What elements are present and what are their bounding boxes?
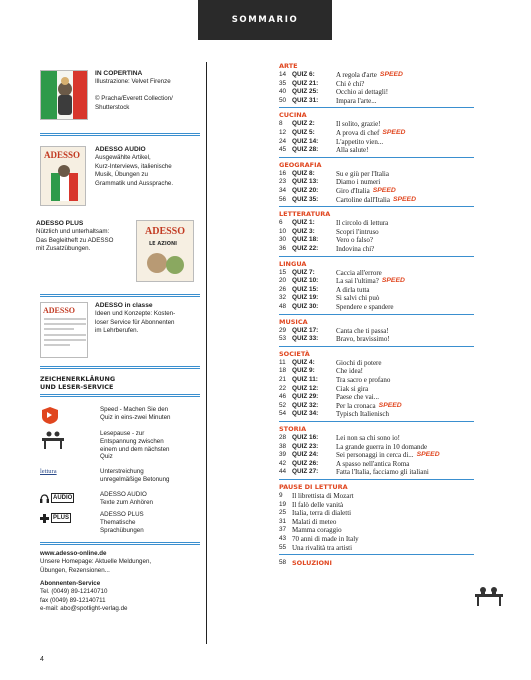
divider (40, 294, 200, 297)
toc-section (279, 425, 489, 477)
legend-text (100, 511, 204, 534)
toc-section (279, 260, 489, 312)
toc-row[interactable] (279, 219, 489, 228)
entry-title: Il solito, grazie! (336, 120, 381, 129)
page-ref: 58 (279, 559, 287, 567)
section-title: SOCIETÀ (279, 349, 310, 358)
web-info (40, 550, 200, 575)
toc-row[interactable] (279, 146, 489, 155)
toc-row[interactable] (279, 410, 489, 419)
plus-line: mit Zusatzübungen. (36, 245, 91, 253)
legend-text (100, 406, 204, 422)
entry-title: Tra sacro e profano (336, 375, 391, 384)
entry-title: Cartoline dall'Italia (336, 195, 390, 204)
quiz-number: QUIZ 10: (292, 277, 319, 285)
section-rule (279, 206, 474, 207)
page-ref: 30 (279, 236, 287, 244)
section-title: ARTE (279, 62, 298, 70)
entry-title: La grande guerra in 10 domande (336, 442, 428, 451)
quiz-number: QUIZ 2: (292, 120, 315, 128)
toc-row[interactable] (279, 544, 489, 553)
quiz-number: QUIZ 32: (292, 401, 319, 409)
classe-cover-thumbnail (40, 302, 88, 358)
entry-title: Si salvi chi può (336, 294, 380, 303)
classe-line: im Lehrberufen. (95, 327, 139, 335)
quiz-number: QUIZ 22: (292, 244, 319, 252)
legend-title-line: ZEICHENERKLÄRUNG (40, 375, 116, 383)
quiz-number: QUIZ 28: (292, 146, 319, 154)
toc-row[interactable] (279, 236, 489, 245)
page-ref: 52 (279, 401, 287, 409)
reading-pause-illustration (472, 585, 506, 607)
legend-line: Quiz in eins-zwei Minuten (100, 413, 171, 421)
page-ref: 25 (279, 509, 287, 517)
toc-row[interactable] (279, 451, 489, 460)
speed-badge: SPEED (372, 186, 396, 194)
legend-line: Quiz (100, 453, 113, 461)
page-ref: 28 (279, 434, 287, 441)
toc-row[interactable] (279, 228, 489, 237)
audio-entry (40, 146, 200, 210)
page-ref: 10 (279, 227, 287, 235)
entry-title: Il librettista di Mozart (292, 492, 354, 500)
section-title: GEOGRAFIA (279, 160, 322, 169)
legend-line: Lesepause - zur (100, 430, 145, 437)
plus-cover-image (137, 221, 194, 282)
legend-line: ADESSO AUDIO (100, 491, 147, 498)
quiz-number: QUIZ 14: (292, 137, 319, 145)
toc-row[interactable] (279, 120, 489, 129)
legend-line: Sprachübungen (100, 526, 144, 534)
divider (40, 366, 200, 369)
classe-title: ADESSO in classe (95, 302, 153, 309)
toc-row[interactable] (279, 518, 489, 527)
italian-flag-image (41, 71, 88, 120)
legend-line: Entspannung zwischen (100, 437, 164, 445)
plus-label: PLUS (51, 513, 71, 523)
entry-title: Indovina chi? (336, 244, 375, 253)
toc-row[interactable] (279, 138, 489, 147)
toc-section (279, 62, 489, 105)
legend-line: ADESSO PLUS (100, 511, 144, 518)
page-ref: 8 (279, 120, 283, 128)
toc-row[interactable] (279, 71, 489, 80)
abo-email-link[interactable]: e-mail: abo@spotlight-verlag.de (40, 605, 128, 613)
headphones-icon (40, 494, 49, 503)
entry-title: Malati di meteo (292, 517, 337, 526)
abo-title: Abonnenten-Service (40, 580, 101, 587)
toc-row[interactable] (279, 509, 489, 518)
web-line: Übungen, Rezensionen... (40, 566, 110, 574)
page-ref: 54 (279, 410, 287, 418)
copertina-line: Illustrazione: Velvet Firenze (95, 78, 171, 86)
entry-title: Vero o falso? (336, 236, 373, 245)
audio-text (95, 146, 205, 188)
classe-text (95, 302, 205, 336)
entry-title: Spendere e spandere (336, 302, 394, 311)
quiz-number: QUIZ 29: (292, 393, 319, 401)
audio-icon (40, 491, 84, 505)
page-ref: 9 (279, 492, 283, 499)
entry-title: Alla salute! (336, 146, 369, 155)
lettura-icon (40, 468, 84, 482)
entry-title: A spasso nell'antica Roma (336, 459, 410, 468)
entry-title: Per la cronaca (336, 401, 376, 410)
entry-title: Paese che vai... (336, 393, 379, 402)
quiz-number: QUIZ 7: (292, 268, 315, 276)
quiz-number: QUIZ 13: (292, 178, 319, 186)
entry-title: Ciak si gira (336, 384, 369, 393)
entry-title: Giochi di potere (336, 358, 382, 367)
toc-section (279, 210, 489, 253)
page-ref: 36 (279, 244, 287, 252)
toc-row[interactable] (279, 335, 489, 344)
legend-text (100, 491, 204, 507)
legend-title (40, 375, 115, 391)
toc-row[interactable] (279, 402, 489, 411)
speed-badge: SPEED (382, 128, 406, 136)
classe-entry (40, 302, 200, 362)
sommario-banner (198, 0, 332, 40)
toc-section (279, 483, 489, 552)
page-number: 4 (40, 656, 44, 663)
copertina-entry (40, 70, 200, 130)
quiz-number: QUIZ 21: (292, 79, 319, 87)
audio-cover-image (41, 147, 86, 206)
column-divider (206, 62, 207, 644)
cover-thumbnail (40, 70, 88, 120)
classe-line: Ideen und Konzepte: Kosten- (95, 310, 176, 318)
abo-info (40, 580, 200, 614)
page-ref: 39 (279, 451, 287, 459)
entry-title: Il circolo di lettura (336, 219, 389, 228)
quiz-number: QUIZ 30: (292, 302, 319, 310)
quiz-number: QUIZ 34: (292, 410, 319, 418)
entry-title: L'appetito vien... (336, 137, 384, 146)
quiz-number: QUIZ 12: (292, 384, 319, 392)
page-ref: 14 (279, 71, 287, 78)
entry-title: Impara l'arte... (336, 96, 377, 105)
entry-title: Il falò delle vanità (292, 500, 344, 509)
quiz-number: QUIZ 23: (292, 442, 319, 450)
page-ref: 20 (279, 277, 287, 285)
quiz-number: QUIZ 31: (292, 96, 319, 104)
plus-cover-thumbnail (136, 220, 194, 282)
page-ref: 35 (279, 79, 287, 87)
plus-entry (36, 220, 200, 290)
entry-title: Giro d'Italia (336, 186, 370, 195)
divider (40, 394, 200, 397)
classe-cover-image (41, 303, 88, 358)
section-rule (279, 107, 474, 108)
page-ref: 12 (279, 128, 287, 136)
legend-text (100, 468, 204, 484)
quiz-number: QUIZ 15: (292, 285, 319, 293)
section-title: STORIA (279, 425, 307, 433)
page-ref: 32 (279, 294, 287, 302)
section-rule (279, 256, 474, 257)
quiz-number: QUIZ 17: (292, 326, 319, 334)
toc-row[interactable] (279, 443, 489, 452)
audio-label: AUDIO (51, 493, 74, 503)
entry-title: Italia, terra di dialetti (292, 509, 352, 518)
quiz-number: QUIZ 3: (292, 227, 315, 235)
page-ref: 29 (279, 326, 287, 334)
page-ref: 40 (279, 88, 287, 96)
page-ref: 18 (279, 367, 287, 375)
toc-row[interactable] (279, 468, 489, 477)
page-ref: 45 (279, 146, 287, 154)
page-ref: 46 (279, 393, 287, 401)
plus-line: Das Begleitheft zu ADESSO (36, 236, 114, 244)
toc-section (279, 318, 489, 344)
toc-row[interactable] (279, 269, 489, 278)
page-ref: 50 (279, 96, 287, 104)
page-ref: 48 (279, 302, 287, 310)
toc-row[interactable] (279, 327, 489, 336)
copertina-line: Shutterstock (95, 103, 130, 111)
page-ref: 15 (279, 268, 287, 276)
page-ref: 38 (279, 442, 287, 450)
entry-title: Che idea! (336, 367, 364, 376)
thumb-logo-text: ADESSO (43, 306, 76, 315)
page-ref: 16 (279, 169, 287, 177)
page-ref: 21 (279, 375, 287, 383)
speed-badge: SPEED (378, 401, 402, 409)
toc-row[interactable] (279, 385, 489, 394)
page-ref: 53 (279, 335, 287, 343)
speed-badge: SPEED (416, 451, 440, 459)
cross-icon (40, 514, 49, 523)
plus-icon (40, 511, 84, 525)
section-rule (279, 479, 474, 480)
toc-section (279, 111, 489, 154)
divider (40, 133, 200, 136)
entry-title: A regola d'arte (336, 71, 377, 79)
toc-row[interactable] (279, 294, 489, 303)
reading-pause-icon (40, 430, 84, 444)
divider (40, 542, 200, 545)
speed-badge: SPEED (379, 71, 403, 78)
entry-title: Sei personaggi in cerca di... (336, 451, 414, 460)
quiz-number: QUIZ 1: (292, 219, 315, 227)
web-line: Unsere Homepage: Aktuelle Meldungen, (40, 558, 152, 566)
copertina-title: IN COPERTINA (95, 70, 143, 77)
toc-row[interactable] (279, 376, 489, 385)
plus-thumb-label: LE AZIONI (149, 241, 177, 247)
soluzioni-row[interactable] (279, 559, 489, 568)
quiz-number: QUIZ 26: (292, 459, 319, 467)
plus-line: Nützlich und unterhaltsam: (36, 228, 110, 236)
quiz-number: QUIZ 8: (292, 169, 315, 177)
toc-row[interactable] (279, 80, 489, 89)
audio-line: Ausgewählte Artikel, (95, 154, 151, 162)
audio-title: ADESSO AUDIO (95, 146, 146, 153)
quiz-number: QUIZ 6: (292, 71, 315, 78)
toc-section (279, 350, 489, 419)
toc-row[interactable] (279, 187, 489, 196)
entry-title: La sai l'ultima? (336, 277, 379, 286)
page-ref: 11 (279, 358, 286, 366)
toc-row[interactable] (279, 303, 489, 312)
legend-text (100, 430, 204, 461)
page-ref: 26 (279, 285, 287, 293)
banner-title: SOMMARIO (231, 15, 299, 25)
section-rule (279, 157, 474, 158)
section-title: CUCINA (279, 111, 307, 120)
toc-row[interactable] (279, 170, 489, 179)
quiz-number: QUIZ 33: (292, 335, 319, 343)
page-ref: 43 (279, 534, 287, 542)
soluzioni-title: SOLUZIONI (292, 559, 332, 568)
entry-title: A dirla tutta (336, 285, 370, 294)
copertina-text (95, 70, 203, 112)
abo-phone: Tel. (0049) 89-12140710 (40, 588, 108, 596)
entry-title: Caccia all'errore (336, 268, 382, 277)
entry-title: Una rivalità tra artisti (292, 543, 353, 552)
abo-fax: fax (0049) 89-12140711 (40, 596, 106, 604)
toc-row[interactable] (279, 286, 489, 295)
section-rule (279, 421, 474, 422)
toc-row[interactable] (279, 526, 489, 535)
legend-line: Thematische (100, 518, 136, 526)
toc-row[interactable] (279, 196, 489, 205)
page-ref: 23 (279, 178, 287, 186)
quiz-number: QUIZ 4: (292, 358, 315, 366)
quiz-number: QUIZ 19: (292, 294, 319, 302)
quiz-number: QUIZ 27: (292, 468, 319, 476)
speed-badge: SPEED (392, 195, 416, 203)
section-rule (279, 554, 474, 555)
toc-row[interactable] (279, 393, 489, 402)
plus-text (36, 220, 116, 254)
toc-row[interactable] (279, 460, 489, 469)
quiz-number: QUIZ 9: (292, 367, 315, 375)
section-title: LINGUA (279, 259, 307, 268)
section-title: PAUSE DI LETTURA (279, 483, 348, 491)
toc-row[interactable] (279, 129, 489, 138)
page-ref: 56 (279, 195, 287, 203)
legend-line: Unterstreichung (100, 468, 144, 475)
entry-title: Diamo i numeri (336, 178, 381, 187)
entry-title: Occhio ai dettagli! (336, 88, 389, 97)
thumb-logo-text: ADESSO (145, 226, 186, 237)
speed-badge: SPEED (381, 277, 405, 285)
copertina-line: © Pracha/Everett Collection/ (95, 95, 173, 103)
legend-line: Speed - Machen Sie den (100, 406, 169, 413)
speed-icon (40, 406, 84, 420)
toc-row[interactable] (279, 359, 489, 368)
legend-title-line: UND LESER-SERVICE (40, 383, 114, 391)
toc-row[interactable] (279, 88, 489, 97)
classe-line: loser Service für Abonnenten (95, 318, 175, 326)
entry-title: Canta che ti passa! (336, 326, 389, 335)
plus-title: ADESSO PLUS (36, 220, 84, 227)
section-rule (279, 346, 474, 347)
toc-row[interactable] (279, 501, 489, 510)
toc-row[interactable] (279, 97, 489, 106)
quiz-number: QUIZ 16: (292, 434, 319, 441)
toc-row[interactable] (279, 535, 489, 544)
toc-row[interactable] (279, 245, 489, 254)
entry-title: 70 anni di made in Italy (292, 534, 359, 543)
quiz-number: QUIZ 11: (292, 375, 318, 383)
page-ref: 22 (279, 384, 287, 392)
page-ref: 34 (279, 186, 287, 194)
page-ref: 37 (279, 526, 287, 534)
legend-line: unregelmäßige Betonung (100, 475, 170, 483)
toc-row[interactable] (279, 492, 489, 501)
entry-title: Chi è chi? (336, 79, 365, 88)
legend-line: einem und dem nächsten (100, 445, 170, 453)
page-ref: 42 (279, 459, 287, 467)
quiz-number: QUIZ 20: (292, 186, 319, 194)
quiz-number: QUIZ 35: (292, 195, 319, 203)
quiz-number: QUIZ 5: (292, 128, 315, 136)
thumb-logo-text: ADESSO (44, 150, 81, 160)
section-title: MUSICA (279, 317, 308, 326)
entry-title: A prova di chef (336, 128, 380, 137)
audio-line: Kurz-Interviews, italienische (95, 162, 172, 170)
page-ref: 55 (279, 543, 287, 551)
toc-row[interactable] (279, 178, 489, 187)
lettura-label: lettura (40, 468, 57, 475)
toc-row[interactable] (279, 434, 489, 443)
entry-title: Mamma coraggio (292, 526, 342, 535)
page-ref: 24 (279, 137, 287, 145)
quiz-number: QUIZ 18: (292, 236, 319, 244)
toc-section (279, 161, 489, 204)
entry-title: Lei non sa chi sono io! (336, 434, 400, 442)
audio-line: Grammatik und Aussprache. (95, 179, 174, 187)
website-link[interactable]: www.adesso-online.de (40, 550, 107, 557)
entry-title: Su e giù per l'Italia (336, 169, 389, 178)
quiz-number: QUIZ 24: (292, 451, 319, 459)
legend-line: Texte zum Anhören (100, 498, 153, 506)
entry-title: Scopri l'intruso (336, 227, 379, 236)
entry-title: Typisch Italienisch (336, 410, 389, 419)
section-title: LETTERATURA (279, 210, 331, 219)
entry-title: Fatta l'Italia, facciamo gli italiani (336, 468, 429, 477)
toc-row[interactable] (279, 277, 489, 286)
toc-row[interactable] (279, 367, 489, 376)
quiz-number: QUIZ 25: (292, 88, 319, 96)
page-ref: 31 (279, 517, 287, 525)
page-ref: 19 (279, 500, 287, 508)
audio-cover-thumbnail (40, 146, 86, 206)
audio-line: Musik, Übungen zu (95, 171, 148, 179)
page-ref: 6 (279, 219, 283, 227)
section-rule (279, 314, 474, 315)
page-ref: 44 (279, 468, 287, 476)
entry-title: Bravo, bravissimo! (336, 335, 390, 344)
